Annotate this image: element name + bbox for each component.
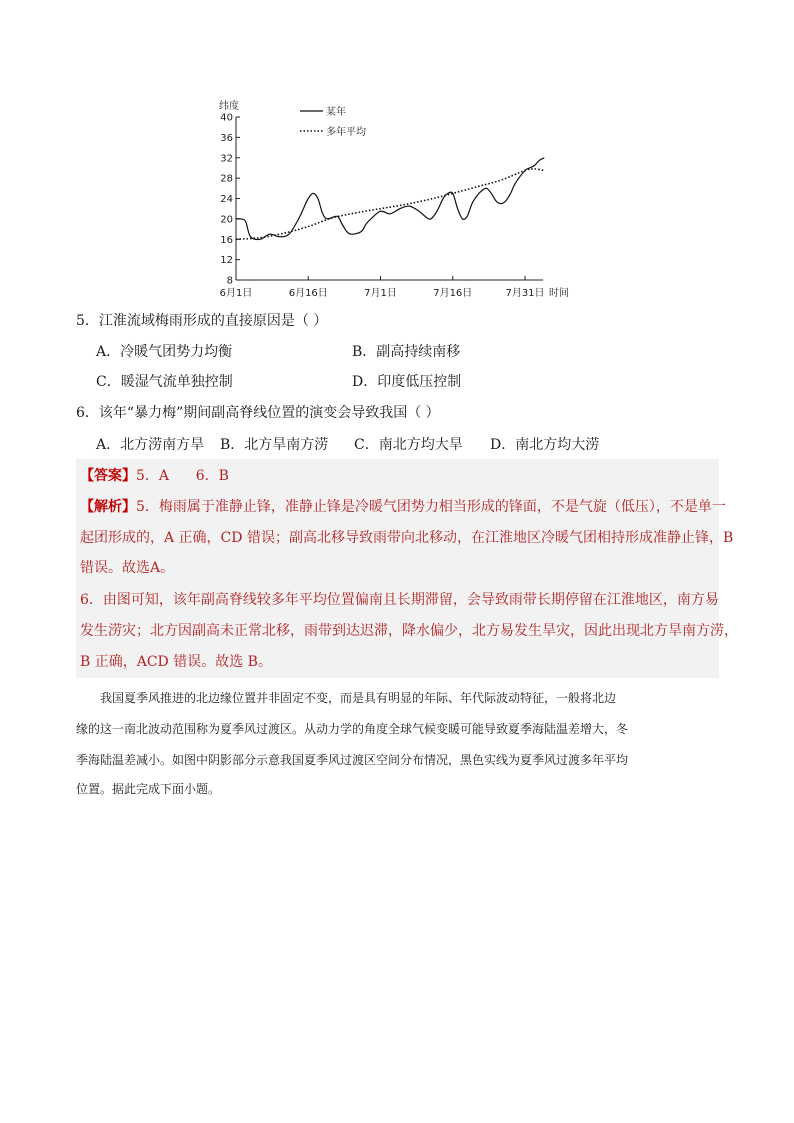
x-axis-label: 时间: [549, 288, 569, 299]
q5-option-d[interactable]: D．印度低压控制: [352, 374, 462, 390]
analysis-line-2: 起团形成的，A 正确，CD 错误；副高北移导致雨带向北移动，在江淮地区冷暖气团相持形成准静止锋，B: [80, 530, 734, 546]
y-tick-label-5: 20: [220, 214, 233, 226]
question-5-stem: 5．江淮流域梅雨形成的直接原因是（ ）: [76, 313, 328, 329]
legend-label-series-2: 多年平均: [326, 127, 366, 138]
passage-line-1: 我国夏季风推进的北边缘位置并非固定不变，而是具有明显的年际、年代际波动特征，一般将北边: [76, 691, 617, 705]
passage-line-2: 缘的这一南北波动范围称为夏季风过渡区。从动力学的角度全球气候变暖可能导致夏季海陆温差增大，冬: [76, 722, 629, 736]
answer-text: 5．A 6．B: [136, 468, 229, 484]
y-tick-label-1: 36: [220, 132, 233, 144]
x-tick-label-0: 6月1日: [219, 288, 253, 299]
y-tick-label-0: 40: [220, 112, 233, 124]
q6-option-a[interactable]: A．北方涝南方旱: [96, 437, 205, 453]
series-line-2: [236, 169, 544, 239]
y-tick-label-2: 32: [220, 153, 233, 165]
x-tick-label-2: 7月1日: [364, 288, 397, 299]
question-6-stem: 6．该年“暴力梅”期间副高脊线位置的演变会导致我国（ ）: [76, 405, 440, 421]
q5-option-a[interactable]: A．冷暖气团势力均衡: [96, 344, 233, 360]
x-tick-label-4: 7月31日: [505, 288, 545, 299]
y-axis-label: 纬度: [219, 101, 239, 112]
answer-tag: 【答案】: [80, 468, 136, 484]
analysis-line-1: [80, 497, 726, 517]
analysis-line-5: 发生涝灾；北方因副高未正常北移，雨带到达迟滞，降水偏少，北方易发生旱灾，因此出现北方旱南方涝，: [80, 623, 738, 639]
x-tick-label-1: 6月16日: [288, 288, 328, 299]
series-line-1: [236, 158, 544, 240]
answer-line: [80, 466, 229, 486]
series-layer: [236, 158, 544, 240]
y-ticks: [220, 113, 240, 287]
x-tick-label-3: 7月16日: [433, 288, 473, 299]
analysis-tag: 【解析】: [80, 499, 136, 515]
y-tick-label-7: 12: [220, 255, 233, 267]
analysis-line-6: B 正确，ACD 错误。故选 B。: [80, 654, 272, 670]
y-tick-label-3: 28: [220, 173, 233, 185]
analysis-text-1: 5．梅雨属于准静止锋，准静止锋是冷暖气团势力相当形成的锋面，不是气旋（低压），不是单一: [136, 499, 726, 515]
legend: [300, 105, 366, 138]
analysis-line-3: 错误。故选A。: [80, 560, 175, 576]
q5-option-b[interactable]: B．副高持续南移: [352, 344, 461, 360]
q6-option-b[interactable]: B．北方旱南方涝: [220, 437, 329, 453]
y-tick-label-8: 8: [226, 275, 233, 287]
passage-line-4: 位置。据此完成下面小题。: [76, 782, 221, 796]
legend-label-series-1: 某年: [326, 107, 346, 118]
y-tick-label-4: 24: [220, 194, 233, 205]
passage-line-3: 季海陆温差减小。如图中阴影部分示意我国夏季风过渡区空间分布情况，黑色实线为夏季风过渡多年平均: [76, 753, 629, 767]
q5-option-c[interactable]: C．暖湿气流单独控制: [96, 374, 233, 390]
y-tick-label-6: 16: [220, 234, 233, 246]
x-ticks: [220, 276, 545, 299]
latitude-chart: [205, 90, 585, 302]
q6-option-d[interactable]: D．南北方均大涝: [490, 437, 600, 453]
analysis-line-4: 6．由图可知，该年副高脊线较多年平均位置偏南且长期滞留，会导致雨带长期停留在江淮地区，南方易: [80, 592, 719, 608]
q6-option-c[interactable]: C．南北方均大旱: [354, 437, 463, 453]
